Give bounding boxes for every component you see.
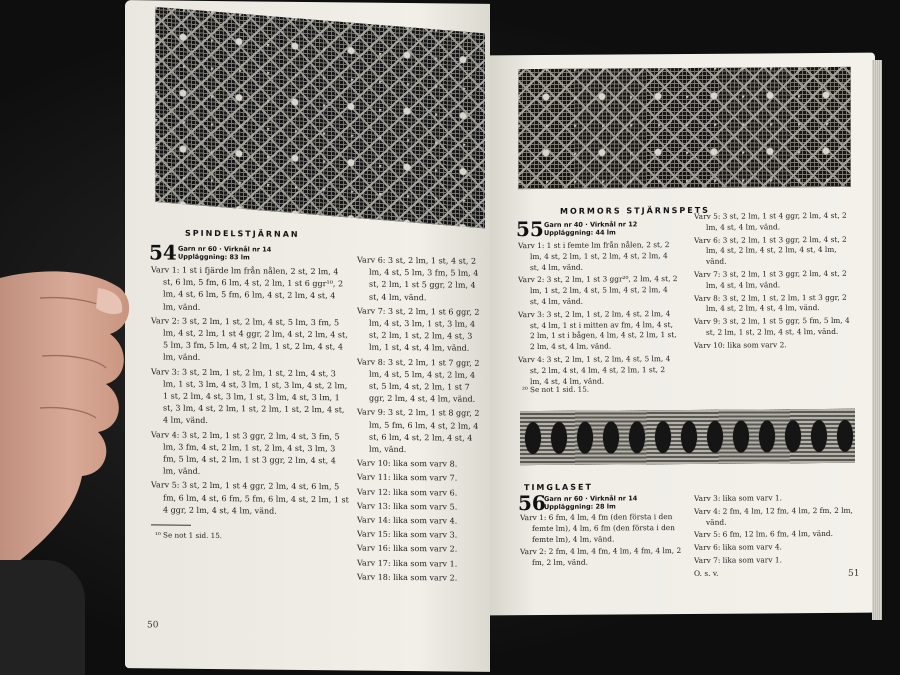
- row-instruction: Varv 17: lika som varv 1.: [357, 558, 458, 569]
- grandmother-star-lace-photo: [518, 67, 851, 189]
- row-instruction: Varv 2: 3 st, 2 lm, 1 st, 2 lm, 4 st, 5 lm, 3 fm, 5 lm, 4 st, 2 lm, 1 st 4 ggr, 2 lm, 4 st, 2 lm, 4 st, 5 lm, 3 fm, 5 lm, 4 st, 2 lm, 1 st, 2 lm, 4 st, 4 lm, vänd.: [151, 316, 348, 363]
- pattern-number: 55: [516, 216, 544, 242]
- row-instruction: Varv 15: lika som varv 3.: [357, 529, 458, 540]
- row-instruction: Varv 7: 3 st, 2 lm, 1 st 3 ggr, 2 lm, 4 st, 2 lm, 4 st, 4 lm, vänd.: [694, 268, 847, 290]
- row-instruction: Varv 2: 2 fm, 4 lm, 4 fm, 4 lm, 4 fm, 4 lm, 2 fm, 2 lm, vänd.: [520, 546, 682, 568]
- row-instruction: Varv 6: lika som varv 4.: [694, 542, 782, 553]
- row-instruction: Varv 3: lika som varv 1.: [694, 493, 782, 503]
- hand-image: [0, 268, 140, 568]
- instructions-column-1: [151, 264, 349, 520]
- row-instruction: Varv 3: 3 st, 2 lm, 1 st, 2 lm, 4 st, 2 lm, 4 st, 4 lm, 1 st i mitten av fm, 4 lm, 4 st, 2 lm, 1 st i bågen, 4 lm, 4 st, 2 lm, 1 st, 2 lm, 4 st, 4 lm, vänd.: [518, 308, 677, 352]
- materials-line: Garn nr 40 · Virknål nr 12: [544, 220, 638, 229]
- foundation-line: Uppläggning: 44 lm: [544, 228, 616, 237]
- row-instruction: Varv 6: 3 st, 2 lm, 1 st 3 ggr, 2 lm, 4 st, 2 lm, 4 st, 2 lm, 4 st, 2 lm, 4 st, 4 lm, vänd.: [694, 234, 847, 267]
- section-title: SPINDELSTJÄRNAN: [185, 228, 300, 239]
- row-instruction: Varv 7: lika som varv 1.: [694, 555, 782, 565]
- left-page: [125, 0, 490, 672]
- row-instruction: Varv 5: 3 st, 2 lm, 1 st 4 ggr, 2 lm, 4 st, 2 lm, 4 st, 4 lm, vänd.: [694, 210, 847, 232]
- footnote: ¹⁰ Se not 1 sid. 15.: [155, 530, 223, 541]
- row-instruction: Varv 1: 1 st i femte lm från nålen, 2 st, 2 lm, 4 st, 2 lm, 1 st, 2 lm, 4 st, 2 lm, 4 st, 4 lm, vänd.: [518, 240, 670, 272]
- footnote: ²⁰ Se not 1 sid. 15.: [522, 384, 590, 395]
- row-instruction: Varv 13: lika som varv 5.: [357, 501, 458, 512]
- row-instruction: Varv 8: 3 st, 2 lm, 1 st 7 ggr, 2 lm, 4 st, 5 lm, 4 st, 2 lm, 4 st, 5 lm, 4 st, 2 lm, 1 st 7 ggr, 2 lm, 4 st, 4 lm, vänd.: [357, 357, 480, 404]
- pattern-materials: [544, 494, 637, 511]
- row-instruction: Varv 2: 3 st, 2 lm, 1 st 3 ggr²⁰, 2 lm, 4 st, 2 lm, 1 st, 2 lm, 4 st, 5 lm, 4 st, 2 lm, 4 st, 4 lm, vänd.: [518, 274, 678, 307]
- row-instruction: Varv 1: 6 fm, 4 lm, 4 fm (den första i den femte lm), 4 lm, 6 fm (den första i den femte lm), 4 lm, vänd.: [520, 512, 675, 544]
- row-instruction: Varv 5: 3 st, 2 lm, 1 st 4 ggr, 2 lm, 4 st, 6 lm, 5 fm, 6 lm, 4 st, 6 fm, 5 fm, 6 lm, 4 st, 2 lm, 1 st 4 ggr, 2 lm, 4 st, 4 lm, vänd.: [151, 480, 349, 516]
- pattern-number: 54: [149, 240, 177, 265]
- sleeve: [0, 560, 85, 675]
- materials-line: Garn nr 60 · Virknål nr 14: [544, 494, 638, 503]
- foundation-line: Uppläggning: 28 lm: [544, 502, 616, 511]
- row-instruction: Varv 14: lika som varv 4.: [357, 515, 458, 526]
- page-number: 50: [147, 620, 159, 631]
- instructions-column-1: [518, 240, 678, 389]
- row-instruction: Varv 8: 3 st, 2 lm, 1 st, 2 lm, 1 st 3 ggr, 2 lm, 4 st, 2 lm, 4 st, 4 lm, vänd.: [694, 292, 847, 314]
- page-number: 51: [848, 568, 860, 579]
- row-instruction: Varv 9: 3 st, 2 lm, 1 st 8 ggr, 2 lm, 5 fm, 6 lm, 4 st, 2 lm, 4 st, 6 lm, 4 st, 2 lm, 4 st, 4 lm, vänd.: [357, 407, 480, 455]
- row-instruction: Varv 4: 2 fm, 4 lm, 12 fm, 4 lm, 2 fm, 2 lm, vänd.: [694, 505, 853, 527]
- materials-line: Garn nr 60 · Virknål nr 14: [178, 244, 272, 254]
- section-title: MORMORS STJÄRNSPETS: [560, 205, 710, 216]
- pattern-number: 56: [518, 490, 546, 516]
- instructions-column-2: [694, 211, 858, 354]
- instructions-column-2: [694, 493, 860, 582]
- row-instruction: Varv 18: lika som varv 2.: [357, 572, 458, 583]
- right-page: [490, 53, 875, 616]
- spider-star-lace-photo: [155, 7, 485, 229]
- row-instruction: Varv 11: lika som varv 7.: [357, 472, 458, 484]
- foundation-line: Uppläggning: 83 lm: [178, 252, 250, 262]
- row-instruction: Varv 4: 3 st, 2 lm, 1 st, 2 lm, 4 st, 5 lm, 4 st, 2 lm, 4 st, 4 lm, 4 st, 2 lm, 1 st, 2 lm, 4 st, 4 lm, vänd.: [518, 354, 671, 386]
- row-instruction: Varv 16: lika som varv 2.: [357, 543, 458, 555]
- row-instruction: Varv 1: 1 st i fjärde lm från nålen, 2 st, 2 lm, 4 st, 6 lm, 5 fm, 6 lm, 4 st, 2 lm, 1 st 6 ggr¹⁰, 2 lm, 4 st, 6 lm, 5 fm, 6 lm, 4 st, 2 lm, 4 st, 4 lm, vänd.: [151, 265, 344, 312]
- pattern-materials: [178, 245, 271, 262]
- row-instruction: O. s. v.: [694, 568, 719, 578]
- footnote-rule: [151, 524, 191, 525]
- row-instruction: Varv 3: 3 st, 2 lm, 1 st, 2 lm, 1 st, 2 lm, 4 st, 3 lm, 1 st, 3 lm, 4 st, 3 lm, 1 st, 3 lm, 4 st, 2 lm, 1 st, 2 lm, 4 st, 3 lm, 1 st, 3 lm, 4 st, 3 lm, 1 st, 3 lm, 4 st, 2 lm, 1 st, 2 lm, 1 st, 2 lm, 4 st, 4 lm, vänd.: [151, 366, 348, 426]
- row-instruction: Varv 10: lika som varv 8.: [357, 458, 458, 469]
- instructions-column-1: [520, 512, 686, 571]
- row-instruction: Varv 5: 6 fm, 12 lm, 6 fm, 4 lm, vänd.: [694, 529, 834, 540]
- row-instruction: Varv 4: 3 st, 2 lm, 1 st 3 ggr, 2 lm, 4 st, 3 fm, 5 lm, 3 fm, 4 st, 2 lm, 1 st, 2 lm, 4 st, 3 lm, 3 fm, 5 lm, 4 st, 2 lm, 1 st 3 ggr, 2 lm, 4 st, 4 lm, vänd.: [151, 430, 340, 477]
- pattern-materials: [544, 220, 637, 237]
- row-instruction: Varv 12: lika som varv 6.: [357, 487, 458, 498]
- row-instruction: Varv 7: 3 st, 2 lm, 1 st 6 ggr, 2 lm, 4 st, 3 lm, 1 st, 3 lm, 4 st, 2 lm, 1 st, 2 lm, 4 st, 3 lm, 1 st, 4 st, 4 lm, vänd.: [357, 306, 480, 354]
- row-instruction: Varv 10: lika som varv 2.: [694, 340, 787, 350]
- row-instruction: Varv 6: 3 st, 2 lm, 1 st, 4 st, 2 lm, 4 st, 5 lm, 3 fm, 5 lm, 4 st, 2 lm, 1 st 5 ggr, 2 lm, 4 st, 4 lm, vänd.: [357, 255, 479, 302]
- hourglass-lace-photo: [520, 409, 855, 465]
- section-title: TIMGLASET: [524, 482, 593, 493]
- row-instruction: Varv 9: 3 st, 2 lm, 1 st 5 ggr, 5 fm, 5 lm, 4 st, 2 lm, 1 st, 2 lm, 4 st, 4 lm, vänd.: [694, 316, 850, 337]
- page-block-edge: [872, 60, 882, 620]
- instructions-column-2: [357, 255, 483, 587]
